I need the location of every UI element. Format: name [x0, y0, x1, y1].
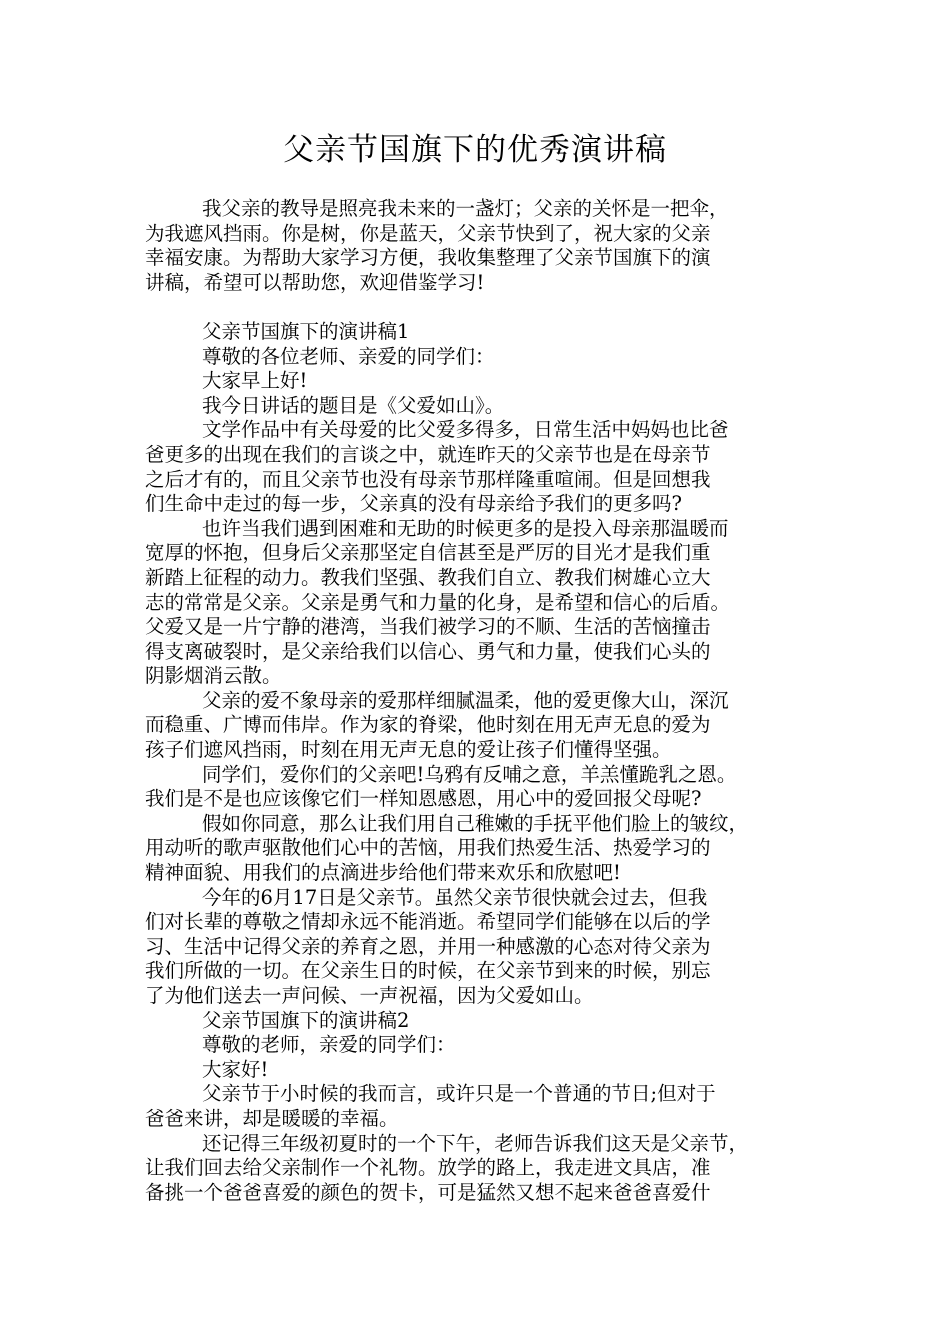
text-line: 父亲的爱不象母亲的爱那样细腻温柔，他的爱更像大山，深沉	[202, 688, 729, 712]
text-line: 也许当我们遇到困难和无助的时候更多的是投入母亲那温暖而	[202, 516, 729, 540]
text-line: 父亲节国旗下的演讲稿2	[202, 1008, 410, 1032]
text-line: 父亲节国旗下的演讲稿1	[202, 319, 410, 343]
text-line: 得支离破裂时，是父亲给我们以信心、勇气和力量，使我们心头的	[145, 639, 711, 663]
text-line: 让我们回去给父亲制作一个礼物。放学的路上，我走进文具店，准	[145, 1156, 711, 1180]
text-line: 宽厚的怀抱，但身后父亲那坚定自信甚至是严厉的目光才是我们重	[145, 541, 711, 565]
text-line: 新踏上征程的动力。教我们坚强、教我们自立、教我们树雄心立大	[145, 565, 711, 589]
text-line: 大家好!	[202, 1057, 269, 1081]
text-line: 精神面貌、用我们的点滴进步给他们带来欢乐和欣慰吧!	[145, 861, 621, 885]
text-line: 还记得三年级初夏时的一个下午，老师告诉我们这天是父亲节，	[202, 1131, 749, 1155]
text-line: 备挑一个爸爸喜爱的颜色的贺卡，可是猛然又想不起来爸爸喜爱什	[145, 1180, 711, 1204]
text-line: 同学们，爱你们的父亲吧!乌鸦有反哺之意，羊羔懂跪乳之恩。	[202, 762, 737, 786]
text-line: 我们是不是也应该像它们一样知恩感恩，用心中的爱回报父母呢?	[145, 787, 702, 811]
text-line: 用动听的歌声驱散他们心中的苦恼，用我们热爱生活、热爱学习的	[145, 836, 711, 860]
text-line: 而稳重、广博而伟岸。作为家的脊梁，他时刻在用无声无息的爱为	[145, 713, 711, 737]
text-line: 孩子们遮风挡雨，时刻在用无声无息的爱让孩子们懂得坚强。	[145, 738, 672, 762]
text-line: 爸更多的出现在我们的言谈之中，就连昨天的父亲节也是在母亲节	[145, 442, 711, 466]
text-line: 阴影烟消云散。	[145, 664, 282, 688]
text-line: 尊敬的各位老师、亲爱的同学们：	[202, 344, 495, 368]
text-line: 尊敬的老师，亲爱的同学们：	[202, 1033, 456, 1057]
text-line: 幸福安康。为帮助大家学习方便，我收集整理了父亲节国旗下的演	[145, 246, 711, 270]
text-line: 我父亲的教导是照亮我未来的一盏灯；父亲的关怀是一把伞，	[202, 197, 729, 220]
text-line: 志的常常是父亲。父亲是勇气和力量的化身，是希望和信心的后盾。	[145, 590, 731, 614]
text-line: 了为他们送去一声问候、一声祝福，因为父爱如山。	[145, 984, 594, 1007]
text-line: 父爱又是一片宁静的港湾，当我们被学习的不顺、生活的苦恼撞击	[145, 615, 711, 639]
text-line: 爸爸来讲，却是暖暖的幸福。	[145, 1106, 399, 1130]
text-line: 假如你同意，那么让我们用自己稚嫩的手抚平他们脸上的皱纹，	[202, 811, 749, 835]
text-line: 我今日讲话的题目是《父爱如山》。	[202, 393, 505, 417]
text-line: 讲稿，希望可以帮助您，欢迎借鉴学习!	[145, 270, 485, 294]
text-line: 文学作品中有关母爱的比父爱多得多，日常生活中妈妈也比爸	[202, 418, 729, 442]
document-title: 父亲节国旗下的优秀演讲稿	[283, 132, 667, 168]
text-line: 父亲节于小时候的我而言，或许只是一个普通的节日;但对于	[202, 1082, 716, 1106]
blank-line	[145, 295, 805, 320]
text-line: 我们所做的一切。在父亲生日的时候，在父亲节到来的时候，别忘	[145, 959, 711, 983]
document-body	[145, 197, 805, 1205]
text-line: 们对长辈的尊敬之情却永远不能消逝。希望同学们能够在以后的学	[145, 910, 711, 934]
text-line: 习、生活中记得父亲的养育之恩，并用一种感激的心态对待父亲为	[145, 934, 711, 958]
text-line: 们生命中走过的每一步，父亲真的没有母亲给予我们的更多吗?	[145, 492, 682, 516]
text-line: 今年的6月17日是父亲节。虽然父亲节很快就会过去，但我	[202, 885, 708, 909]
text-line: 大家早上好!	[202, 369, 308, 393]
text-line: 之后才有的，而且父亲节也没有母亲节那样隆重喧闹。但是回想我	[145, 467, 711, 491]
text-line: 为我遮风挡雨。你是树，你是蓝天，父亲节快到了，祝大家的父亲	[145, 221, 711, 245]
